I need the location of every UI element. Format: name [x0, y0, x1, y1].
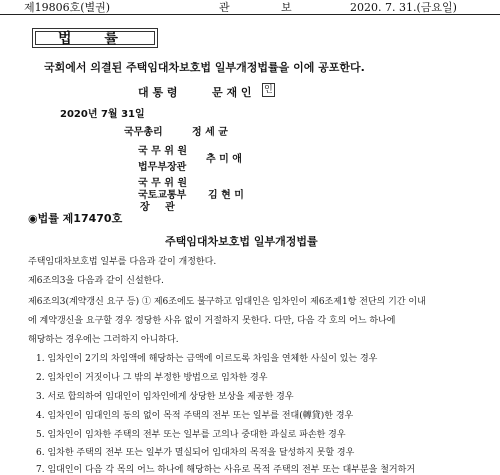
justice-minister-title-2: 법무부장관: [138, 162, 187, 173]
article-6-3-line-2: 에 계약갱신을 요구할 경우 정당한 사유 없이 거절하지 못한다. 다만, 다음 각 호의 어느 하나에: [28, 316, 396, 326]
list-item: 2. 임차인이 거짓이나 그 밖의 부정한 방법으로 임차한 경우: [36, 373, 268, 383]
list-item: 6. 임차한 주택의 전부 또는 일부가 멸실되어 임대차의 목적을 달성하지 못할 경우: [36, 448, 355, 458]
promulgation-statement: 국회에서 의결된 주택임대차보호법 일부개정법률을 이에 공포한다.: [44, 61, 365, 74]
list-item: 5. 임차인이 임차한 주택의 전부 또는 일부를 고의나 중대한 과실로 파손한 경우: [36, 430, 346, 440]
justice-minister-name: 추 미 애: [206, 154, 242, 165]
issue-number: 제19806호(별권): [24, 1, 111, 14]
header-rule: [0, 14, 500, 15]
law-title: 주택임대차보호법 일부개정법률: [165, 235, 318, 248]
amendment-intro: 주택임대차보호법 일부를 다음과 같이 개정한다.: [28, 257, 217, 267]
article-6-3-line-1: 제6조의3(계약갱신 요구 등) ① 제6조에도 불구하고 임대인은 임차인이 제6조제1항 전단의 기간 이내: [28, 297, 426, 307]
law-heading: 법 률: [58, 31, 132, 47]
list-item: 1. 임차인이 2기의 차임액에 해당하는 금액에 이르도록 차임을 연체한 사실이 있는 경우: [36, 354, 378, 364]
justice-minister-title-1: 국 무 위 원: [138, 146, 188, 157]
molit-minister-title-2: 국토교통부: [138, 190, 187, 201]
new-article-note: 제6조의3을 다음과 같이 신설한다.: [28, 276, 164, 286]
law-number: ◉법률 제17470호: [28, 212, 123, 225]
list-item: 7. 임대인이 다음 각 목의 어느 하나에 해당하는 사유로 목적 주택의 전부 또는 대부분을 철거하거: [36, 465, 416, 475]
promulgation-date: 2020년 7월 31일: [60, 109, 145, 120]
gazette-label: 관: [219, 1, 230, 14]
president-title: 대 통 령: [138, 86, 178, 99]
gazette-label-2: 보: [281, 1, 292, 14]
prime-minister-title: 국무총리: [124, 127, 163, 138]
molit-minister-title-1: 국 무 위 원: [138, 178, 188, 189]
article-6-3-line-3: 해당하는 경우에는 그러하지 아니하다.: [28, 335, 179, 345]
list-item: 3. 서로 합의하여 임대인이 임차인에게 상당한 보상을 제공한 경우: [36, 392, 294, 402]
prime-minister-name: 정 세 균: [192, 127, 228, 138]
molit-minister-title-3: 장 관: [140, 202, 181, 213]
president-seal: 인: [264, 85, 273, 95]
president-name: 문 재 인: [212, 86, 252, 99]
molit-minister-name: 김 현 미: [208, 190, 244, 201]
law-section-box: [32, 28, 158, 48]
issue-date: 2020. 7. 31.(금요일): [350, 1, 457, 14]
list-item: 4. 임차인이 임대인의 동의 없이 목적 주택의 전부 또는 일부를 전대(轉貸)한 경우: [36, 411, 354, 421]
